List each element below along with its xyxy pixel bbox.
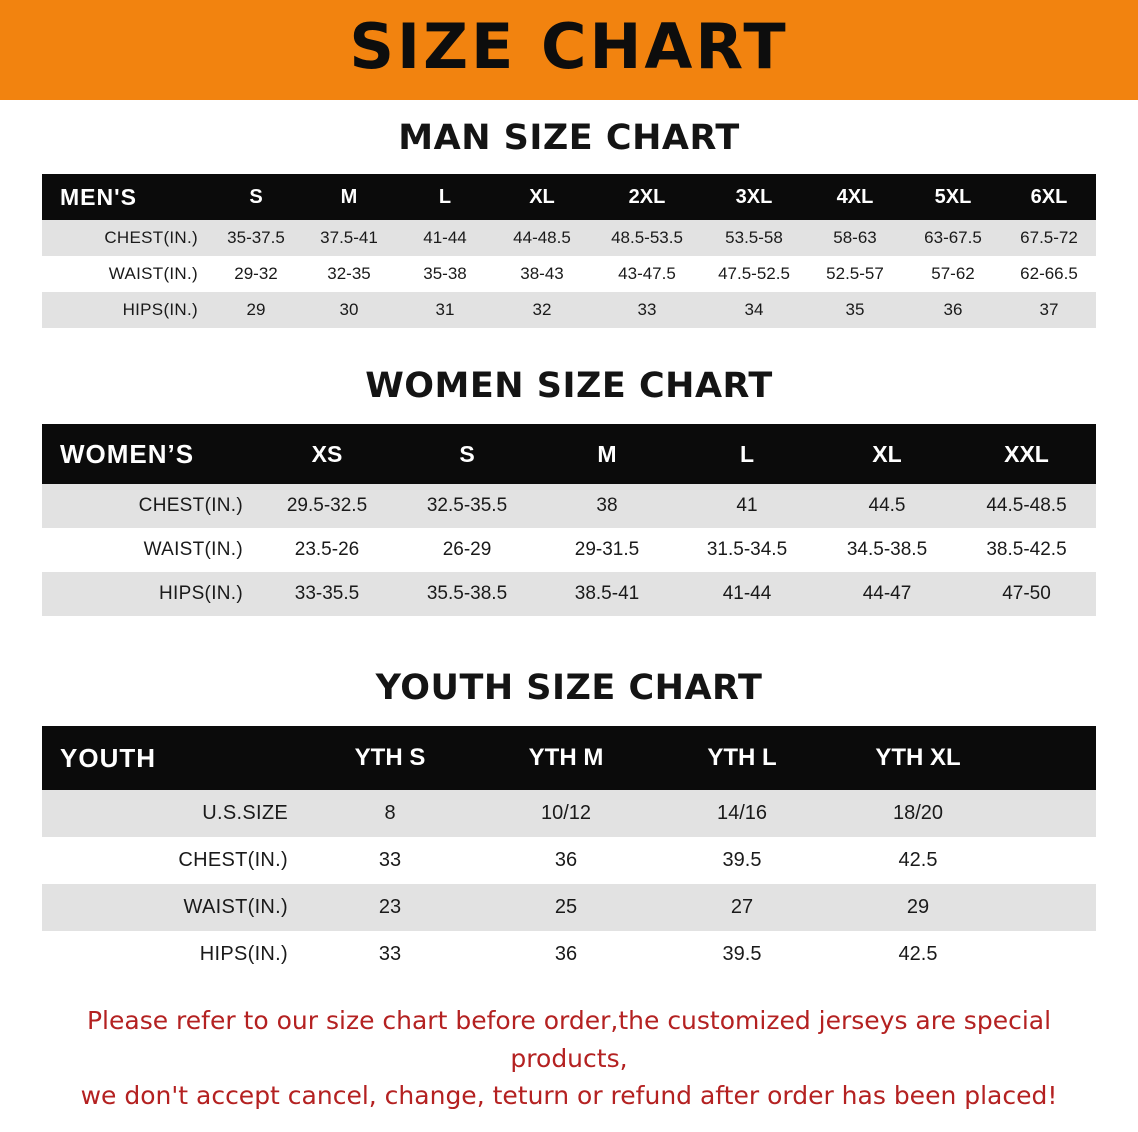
man-cell: 52.5-57 <box>806 256 904 292</box>
man-cell: 38-43 <box>492 256 592 292</box>
table-row <box>42 528 1096 572</box>
women-size-table <box>42 424 1096 616</box>
man-cell: 62-66.5 <box>1002 256 1096 292</box>
man-corner-label: MEN'S <box>60 183 137 210</box>
youth-row-label: CHEST(IN.) <box>42 837 302 884</box>
women-section-heading: WOMEN SIZE CHART <box>365 366 773 406</box>
youth-cell: 39.5 <box>654 931 830 978</box>
youth-cell: 27 <box>654 884 830 931</box>
youth-row-label: U.S.SIZE <box>42 790 302 837</box>
man-cell: 47.5-52.5 <box>702 256 806 292</box>
table-row <box>42 292 1096 328</box>
women-corner-label: WOMEN’S <box>60 438 195 469</box>
women-cell: 29-31.5 <box>537 528 677 572</box>
women-table-header-row <box>42 424 1096 484</box>
women-size-table-wrapper <box>42 424 1096 616</box>
man-col-header: L <box>438 185 452 208</box>
man-col-header: 2XL <box>628 185 666 208</box>
women-cell: 33-35.5 <box>257 572 397 616</box>
women-col-header: XS <box>311 440 343 467</box>
youth-cell: 36 <box>478 931 654 978</box>
women-cell: 26-29 <box>397 528 537 572</box>
man-cell: 36 <box>904 292 1002 328</box>
women-cell: 23.5-26 <box>257 528 397 572</box>
youth-cell: 25 <box>478 884 654 931</box>
women-cell: 44.5-48.5 <box>957 484 1096 528</box>
man-size-table <box>42 174 1096 328</box>
man-col-header: 3XL <box>735 185 773 208</box>
man-cell: 43-47.5 <box>592 256 702 292</box>
man-cell: 37.5-41 <box>300 220 398 256</box>
women-cell: 41 <box>677 484 817 528</box>
women-col-header: M <box>597 440 617 467</box>
man-cell: 44-48.5 <box>492 220 592 256</box>
youth-corner-label: YOUTH <box>60 742 156 773</box>
youth-col-header: YTH XL <box>875 744 961 771</box>
man-cell: 58-63 <box>806 220 904 256</box>
youth-cell-spacer <box>1006 931 1096 978</box>
women-cell: 44.5 <box>817 484 957 528</box>
table-row <box>42 884 1096 931</box>
women-cell: 38 <box>537 484 677 528</box>
man-table-header-row <box>42 174 1096 220</box>
women-cell: 35.5-38.5 <box>397 572 537 616</box>
man-col-header: 5XL <box>934 185 972 208</box>
man-cell: 29-32 <box>212 256 300 292</box>
women-cell: 47-50 <box>957 572 1096 616</box>
youth-cell: 8 <box>302 790 478 837</box>
man-cell: 35-37.5 <box>212 220 300 256</box>
man-cell: 35 <box>806 292 904 328</box>
man-cell: 32-35 <box>300 256 398 292</box>
youth-size-table-wrapper <box>42 726 1096 978</box>
women-col-header: S <box>459 440 475 467</box>
youth-cell: 42.5 <box>830 931 1006 978</box>
man-cell: 63-67.5 <box>904 220 1002 256</box>
women-col-header: XL <box>872 440 902 467</box>
youth-size-table <box>42 726 1096 978</box>
youth-row-label: WAIST(IN.) <box>42 884 302 931</box>
women-cell: 38.5-41 <box>537 572 677 616</box>
man-cell: 33 <box>592 292 702 328</box>
women-col-header: XXL <box>1004 440 1049 467</box>
man-cell: 37 <box>1002 292 1096 328</box>
women-col-header: L <box>739 440 755 467</box>
youth-table-header-row <box>42 726 1096 790</box>
disclaimer-note <box>59 1002 1079 1115</box>
youth-cell: 33 <box>302 931 478 978</box>
table-row <box>42 220 1096 256</box>
man-cell: 48.5-53.5 <box>592 220 702 256</box>
table-row <box>42 484 1096 528</box>
youth-section-heading: YOUTH SIZE CHART <box>375 668 763 708</box>
youth-cell-spacer <box>1006 790 1096 837</box>
man-row-label: WAIST(IN.) <box>42 256 212 292</box>
man-cell: 32 <box>492 292 592 328</box>
table-row <box>42 837 1096 884</box>
man-cell: 57-62 <box>904 256 1002 292</box>
women-row-label: CHEST(IN.) <box>42 484 257 528</box>
women-cell: 29.5-32.5 <box>257 484 397 528</box>
man-cell: 29 <box>212 292 300 328</box>
youth-cell: 29 <box>830 884 1006 931</box>
man-col-header: 4XL <box>836 185 874 208</box>
man-row-label: HIPS(IN.) <box>42 292 212 328</box>
youth-cell: 23 <box>302 884 478 931</box>
man-section-heading: MAN SIZE CHART <box>398 118 740 158</box>
table-row <box>42 256 1096 292</box>
table-row <box>42 931 1096 978</box>
man-cell: 34 <box>702 292 806 328</box>
women-row-label: WAIST(IN.) <box>42 528 257 572</box>
man-size-table-wrapper <box>42 174 1096 328</box>
women-row-label: HIPS(IN.) <box>42 572 257 616</box>
man-row-label: CHEST(IN.) <box>42 220 212 256</box>
disclaimer-line-2: we don't accept cancel, change, teturn or refund after order has been placed! <box>80 1081 1058 1110</box>
man-cell: 41-44 <box>398 220 492 256</box>
disclaimer-line-1: Please refer to our size chart before order,the customized jerseys are special products, <box>86 1006 1052 1073</box>
youth-row-label: HIPS(IN.) <box>42 931 302 978</box>
man-col-header: 6XL <box>1030 185 1068 208</box>
youth-cell: 18/20 <box>830 790 1006 837</box>
youth-cell: 36 <box>478 837 654 884</box>
youth-header-spacer <box>1006 726 1096 790</box>
youth-cell-spacer <box>1006 884 1096 931</box>
man-cell: 53.5-58 <box>702 220 806 256</box>
women-cell: 44-47 <box>817 572 957 616</box>
man-cell: 31 <box>398 292 492 328</box>
women-cell: 32.5-35.5 <box>397 484 537 528</box>
youth-cell: 39.5 <box>654 837 830 884</box>
man-cell: 35-38 <box>398 256 492 292</box>
man-cell: 67.5-72 <box>1002 220 1096 256</box>
youth-cell: 42.5 <box>830 837 1006 884</box>
youth-cell-spacer <box>1006 837 1096 884</box>
women-cell: 38.5-42.5 <box>957 528 1096 572</box>
table-row <box>42 572 1096 616</box>
women-cell: 34.5-38.5 <box>817 528 957 572</box>
man-col-header: M <box>340 185 358 208</box>
women-cell: 31.5-34.5 <box>677 528 817 572</box>
youth-cell: 14/16 <box>654 790 830 837</box>
youth-col-header: YTH S <box>354 744 426 771</box>
man-cell: 30 <box>300 292 398 328</box>
youth-col-header: YTH M <box>528 744 604 771</box>
page-banner <box>0 0 1138 100</box>
youth-cell: 33 <box>302 837 478 884</box>
table-row <box>42 790 1096 837</box>
youth-col-header: YTH L <box>707 744 777 771</box>
women-cell: 41-44 <box>677 572 817 616</box>
youth-cell: 10/12 <box>478 790 654 837</box>
man-col-header: S <box>249 185 263 208</box>
man-col-header: XL <box>529 185 555 208</box>
page-title: SIZE CHART <box>349 10 789 83</box>
